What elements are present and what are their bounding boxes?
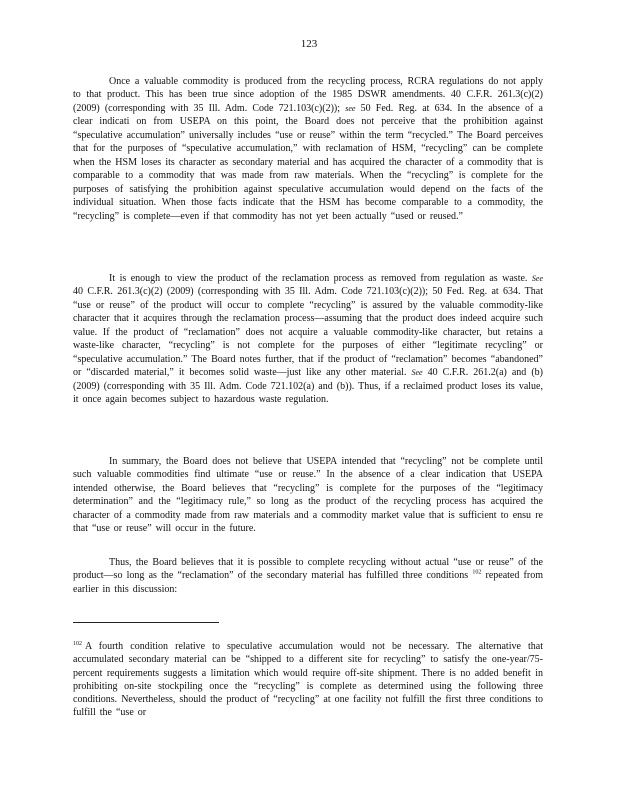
paragraph-text: Once a valuable commodity is produced from the recycling process, RCRA regulations do not apply to that product. This has been true since adoption of the 1985 DSWR amendments. 40 C.F.R. 261.3(c)(2) (2009) (corresponding with 35 Ill. Adm. Code 721.103(c)(2));: [73, 76, 543, 114]
footnote-text: A fourth condition relative to speculative accumulation would not be necessary. The alternative that accumulated secondary material can be “shipped to a different site for recycling” to satisfy the one-year/75-percent requirements suggests a limitation which would require off-site shipment. There is no added benefit in prohibiting on-site stockpiling once the “recycling” is complete as determined using the following three conditions. Nevertheless, should the product of “recycling” at one facility not fulfill the first three conditions to fulfill the “use or: [73, 641, 543, 719]
paragraph-text: 40 C.F.R. 261.2(a) and (b) (2009) (corresponding with 35 Ill. Adm. Code 721.102(a) and (b)). Thus, if a reclaimed product loses its value, it once again becomes subject to hazardous waste regulation.: [73, 367, 543, 406]
footnote-reference[interactable]: 102: [472, 570, 482, 577]
footnote-number: 102: [73, 640, 82, 647]
paragraph-summary: [73, 455, 543, 536]
paragraph-text: Thus, the Board believes that it is possible to complete recycling without actual “use or reuse” of the product—so long as the “reclamation” of the secondary material has fulfilled three conditions: [73, 557, 543, 582]
paragraph-text: 50 Fed. Reg. at 634. In the absence of a clear indicati on from USEPA on this point, the Board does not perceive that the prohibition against “speculative accumulation” universally includes “use or reuse” within the term “recycled.” The Board perceives that for the purposes of “speculative accumulation,” with reclamation of HSM, “recycling” can be complete when the HSM loses its character as secondary material and has acquired the character of a commodity that is comparable to a commodity that was made from raw materials. When the “recycling” is complete for the purposes of satisfying the prohibition against speculative accumulation would depend on the facts of the individual situation. When those facts indicate that the HSM has become comparable to a commodity, the “recycling” is complete—even if that commodity has not yet been actually “used or reused.”: [73, 102, 543, 222]
paragraph-text: repeated from earlier in this discussion:: [73, 570, 543, 595]
citation-signal: See: [531, 274, 543, 283]
citation-signal: see: [345, 103, 356, 113]
paragraph-recycling-commodity: [73, 75, 543, 223]
footnote-divider: [73, 622, 219, 623]
citation-signal: See: [411, 368, 423, 378]
paragraph-reclamation-product: [73, 272, 543, 407]
page-number: 123: [300, 38, 318, 50]
paragraph-text: 40 C.F.R. 261.3(c)(2) (2009) (corresponding with 35 Ill. Adm. Code 721.103(c)(2)); 50 Fed. Reg. at 634. That “use or reuse” of the product will occur to complete “recycling” is assured by the valuable commodity-like character that it acquires through the reclamation process—assuming that the product does indeed acquire such value. If the product of “reclamation” does not acquire a valuable commodity-like character, but retains a waste-like character, “recycling” is not complete for the purposes of either “legitimate recycling” or “speculative accumulation.” The Board notes further, that if the product of “reclamation” becomes “abandoned” or “discarded material,” it becomes solid waste—just like any other material.: [73, 286, 543, 379]
footnote: [73, 640, 543, 720]
paragraph-conclusion: [73, 556, 543, 596]
paragraph-text: It is enough to view the product of the reclamation process as removed from regulation as waste.: [109, 273, 532, 284]
paragraph-text: In summary, the Board does not believe that USEPA intended that “recycling” not be complete until such valuable commodities find ultimate “use or reuse.” In the absence of a clear indication that USEPA intended otherwise, the Board believes that “recycling” is complete for the purposes of the “legitimacy determination” and the “legitimacy rule,” so long as the product of the recycling process has acquired the character of a commodity made from raw materials and a commodity market value that is sufficient to ensu re that “use or reuse” will occur in the future.: [73, 456, 543, 535]
